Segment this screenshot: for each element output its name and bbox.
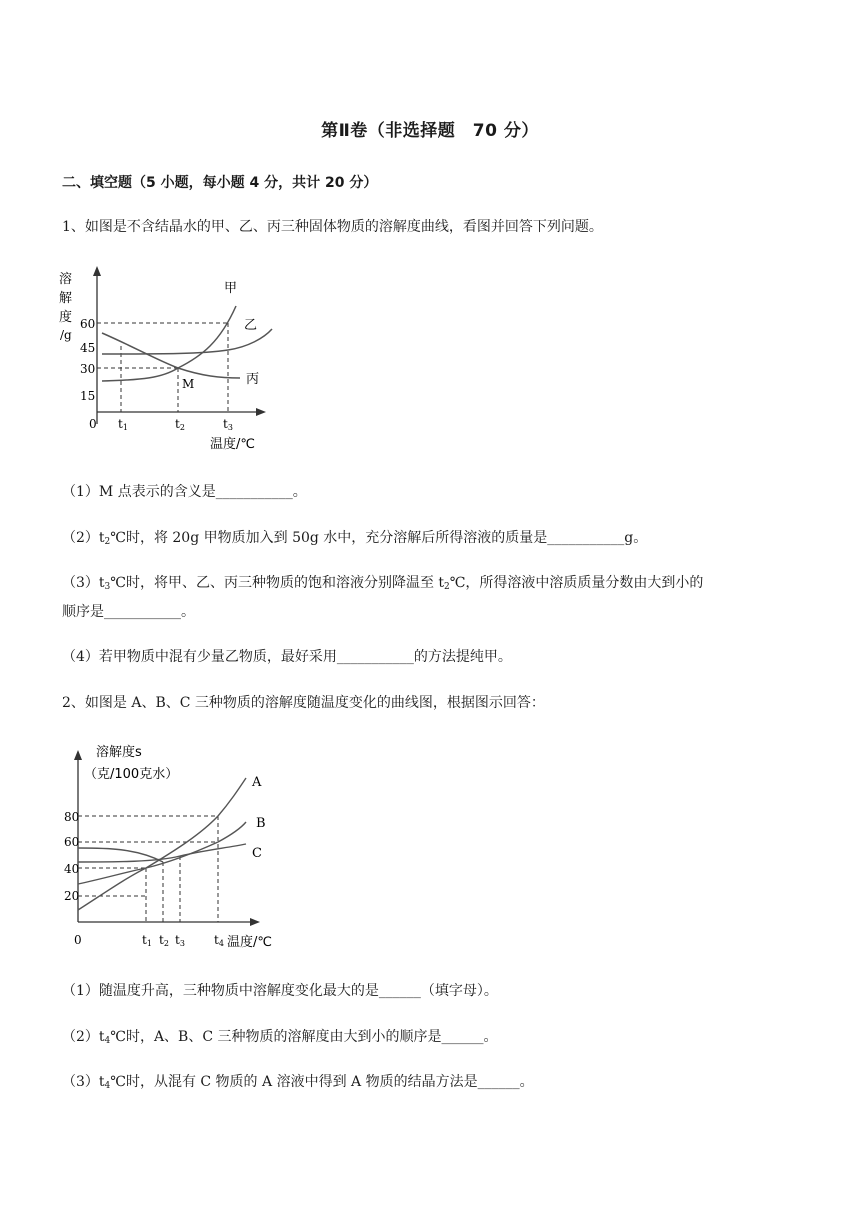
xlabel: 温度/℃ xyxy=(227,935,272,950)
guide-lines xyxy=(78,816,218,922)
question-1-stem: 1、如图是不含结晶水的甲、乙、丙三种固体物质的溶解度曲线，看图并回答下列问题。 xyxy=(62,219,603,235)
q1-part-3-cont: 顺序是___________。 xyxy=(62,604,195,620)
origin-label: 0 xyxy=(89,417,97,431)
y-tick-30: 30 xyxy=(80,362,96,376)
x-axis-arrow xyxy=(250,918,260,926)
x-tick-t1: t1 xyxy=(118,417,128,432)
ylabel-char-3: 度 xyxy=(59,310,73,325)
y-tick-45: 45 xyxy=(80,341,96,355)
series-label-a: A xyxy=(252,775,262,790)
y-tick-60: 60 xyxy=(64,835,80,849)
q1-part-1: （1）M 点表示的含义是___________。 xyxy=(62,484,307,500)
x-tick-t1: t1 xyxy=(142,933,152,948)
x-tick-t3: t3 xyxy=(175,933,185,948)
solubility-chart-2 xyxy=(56,738,306,960)
y-axis-arrow xyxy=(74,750,82,760)
q1-part-4: （4）若甲物质中混有少量乙物质，最好采用___________的方法提纯甲。 xyxy=(62,649,512,665)
y-tick-80: 80 xyxy=(64,810,80,824)
x-tick-t2: t2 xyxy=(159,933,169,948)
series-label-bing: 丙 xyxy=(246,372,260,387)
series-label-b: B xyxy=(256,816,266,831)
q1-part-3: $(3)t_3℃$时，将甲、乙、丙三种物质的饱和溶液分别降温至 $t_2℃$，所得溶液中溶质质量分数由大到小的 xyxy=(62,575,704,592)
x-axis-arrow xyxy=(256,408,266,416)
curve-a xyxy=(78,778,246,910)
origin-label: 0 xyxy=(74,933,82,947)
y-tick-40: 40 xyxy=(64,862,80,876)
curve-jia xyxy=(102,306,236,381)
solubility-chart-1 xyxy=(52,262,282,458)
guide-lines xyxy=(97,323,228,412)
q2-part-3: $(3)t_4℃$时，从混有 C 物质的 A 溶液中得到 A 物质的结晶方法是______。 xyxy=(62,1074,534,1091)
ylabel-unit: （克/100克水） xyxy=(84,767,179,782)
ylabel: 溶解度s xyxy=(96,745,142,760)
question-2-stem: 2、如图是 A、B、C 三种物质的溶解度随温度变化的曲线图，根据图示回答： xyxy=(62,695,545,711)
y-axis-arrow xyxy=(93,266,101,276)
y-tick-60: 60 xyxy=(80,317,96,331)
x-tick-t3: t3 xyxy=(223,417,233,432)
x-tick-t4: t4 xyxy=(214,933,224,948)
series-label-jia: 甲 xyxy=(224,281,238,296)
q2-part-1: （1）随温度升高，三种物质中溶解度变化最大的是______（填字母）。 xyxy=(62,983,498,999)
page-title: 第Ⅱ卷（非选择题 70 分） xyxy=(321,121,539,141)
section-heading: 二、填空题（5 小题，每小题 4 分，共计 20 分） xyxy=(62,175,378,191)
curve-b xyxy=(78,822,246,884)
xlabel: 温度/℃ xyxy=(210,437,255,452)
ylabel-char-2: 解 xyxy=(59,291,73,306)
ylabel-char-1: 溶 xyxy=(59,272,73,287)
q1-part-2: $(2)t_2℃$时，将 20g 甲物质加入到 50g 水中，充分溶解后所得溶液的质量是___________g。 xyxy=(62,530,648,547)
point-label-m: M xyxy=(182,377,195,391)
series-label-c: C xyxy=(252,846,262,861)
y-tick-20: 20 xyxy=(64,889,80,903)
y-tick-15: 15 xyxy=(80,389,96,403)
ylabel-unit: /g xyxy=(60,328,72,342)
curve-c xyxy=(78,844,246,862)
q2-part-2: $(2)t_4℃$时，A、B、C 三种物质的溶解度由大到小的顺序是______。 xyxy=(62,1029,498,1046)
series-label-yi: 乙 xyxy=(244,318,258,333)
x-tick-t2: t2 xyxy=(175,417,185,432)
